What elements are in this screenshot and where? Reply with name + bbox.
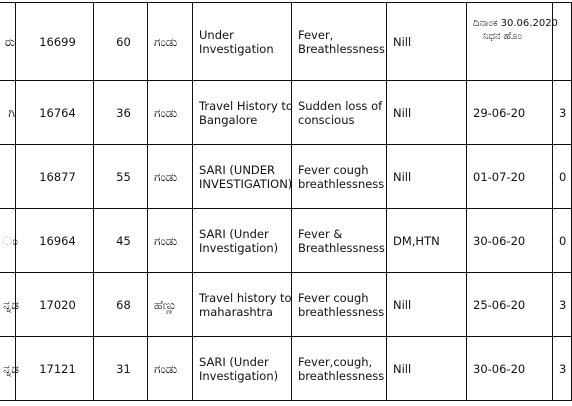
patient-number: 17020 [39,297,76,312]
table-body [0,3,572,401]
district-cell [0,337,19,401]
bulletin-date-note: ನಿಧನ ಹೊಂ [483,31,522,42]
table-row [0,3,572,81]
travel-history-line: SARI (Under [199,226,269,241]
symptoms-line: breathlessness [298,304,385,319]
patient-number: 16877 [39,169,76,184]
comorbidity-value: DM,HTN [393,233,440,248]
travel-history-line: Investigation) [199,240,279,255]
symptoms-line: Breathlessness [298,41,385,56]
symptoms-cell [292,145,387,209]
sex-value: ಗಂಡು [154,361,178,376]
table-row [0,273,572,337]
district-text: ನ್ನಡ [3,297,19,312]
travel-history-line: Investigation [199,41,274,56]
sex-value: ಗಂಡು [154,105,178,120]
symptoms-line: Fever cough [298,290,369,305]
sex-value: ಗಂಡು [154,169,178,184]
symptoms-line: breathlessness [298,176,385,191]
date-value: 25-06-20 [473,297,526,312]
symptoms-line: Sudden loss of [298,98,383,113]
patient-number: 16964 [39,233,76,248]
extra-cell [553,209,572,273]
age-value: 55 [116,169,131,184]
sex-cell [148,209,193,273]
symptoms-cell [292,3,387,81]
comorbidity-cell [387,145,467,209]
date-cell [467,81,553,145]
patient-number: 17121 [39,361,76,376]
age-cell [94,273,148,337]
patient-number-cell [16,3,94,81]
district-text: ರು [4,34,15,49]
extra-cell [553,337,572,401]
patient-number-cell [16,81,94,145]
comorbidity-cell [387,273,467,337]
age-value: 31 [116,361,131,376]
age-cell [94,145,148,209]
table-row [0,81,572,145]
patient-number-cell [16,273,94,337]
symptoms-line: Breathlessness [298,240,385,255]
travel-history-cell [193,273,292,337]
comorbidity-value: Nill [393,34,412,49]
age-cell [94,3,148,81]
travel-history-line: Travel History to [199,98,293,113]
district-text: ನ್ನಡ [3,361,19,376]
sex-value: ಗಂಡು [154,233,178,248]
table-row [0,337,572,401]
comorbidity-value: Nill [393,105,412,120]
patient-number: 16699 [39,34,76,49]
travel-history-line: SARI (Under [199,354,269,369]
comorbidity-cell [387,209,467,273]
travel-history-line: Travel history to [199,290,292,305]
date-value: 30-06-20 [473,361,526,376]
sex-cell [148,145,193,209]
sex-value: ಗಂಡು [154,34,178,49]
symptoms-cell [292,337,387,401]
bulletin-date-stamp: ದಿನಾಂಕ 30.06.2020 [473,18,558,29]
symptoms-line: breathlessness [298,368,385,383]
date-cell [467,145,553,209]
sex-value: ಹೆಣ್ಣು [154,297,177,312]
extra-value: 0 [559,169,567,184]
table-row [0,209,572,273]
sex-cell [148,3,193,81]
date-cell [467,337,553,401]
age-value: 68 [116,297,131,312]
travel-history-line: Investigation) [199,368,279,383]
district-text: ಗಿ [8,105,15,120]
sex-cell [148,273,193,337]
age-cell [94,209,148,273]
age-cell [94,337,148,401]
extra-value: 0 [559,233,567,248]
date-cell [467,209,553,273]
travel-history-cell [193,337,292,401]
table-row [0,145,572,209]
district-cell [0,81,16,145]
patient-number-cell [16,209,94,273]
age-cell [94,81,148,145]
district-cell [0,273,19,337]
comorbidity-cell [387,3,467,81]
comorbidity-cell [387,337,467,401]
extra-cell [553,3,572,81]
death-records-table [0,2,572,401]
date-value: 30-06-20 [473,233,526,248]
patient-number: 16764 [39,105,76,120]
symptoms-cell [292,273,387,337]
travel-history-line: maharashtra [199,304,273,319]
symptoms-cell [292,81,387,145]
symptoms-line: Fever, [298,27,334,42]
patient-number-cell [16,337,94,401]
date-value: 01-07-20 [473,169,526,184]
date-cell [467,3,558,81]
age-value: 60 [116,34,131,49]
symptoms-line: Fever,cough, [298,354,373,369]
symptoms-cell [292,209,387,273]
comorbidity-value: Nill [393,297,412,312]
date-cell [467,273,553,337]
travel-history-line: Bangalore [199,112,258,127]
travel-history-cell [193,209,292,273]
comorbidity-value: Nill [393,169,412,184]
age-value: 45 [116,233,131,248]
extra-cell [553,145,572,209]
extra-value: 3 [559,297,567,312]
sex-cell [148,81,193,145]
district-text: ಂ [3,233,18,248]
patient-number-cell [16,145,94,209]
sex-cell [148,337,193,401]
district-cell [0,145,16,209]
district-cell [0,209,16,273]
travel-history-line: Under [199,27,234,42]
travel-history-line: SARI (UNDER [199,162,276,177]
travel-history-line: INVESTIGATION) [199,176,293,191]
extra-value: 3 [559,105,567,120]
comorbidity-cell [387,81,467,145]
symptoms-line: Fever cough [298,162,369,177]
extra-value: 3 [559,361,567,376]
symptoms-line: conscious [298,112,355,127]
extra-cell [553,81,572,145]
date-value: 29-06-20 [473,105,526,120]
travel-history-cell [193,3,292,81]
district-cell [0,3,16,81]
extra-cell [553,273,572,337]
travel-history-cell [193,81,292,145]
travel-history-cell [193,145,292,209]
symptoms-line: Fever & [298,226,343,241]
comorbidity-value: Nill [393,361,412,376]
age-value: 36 [116,105,131,120]
